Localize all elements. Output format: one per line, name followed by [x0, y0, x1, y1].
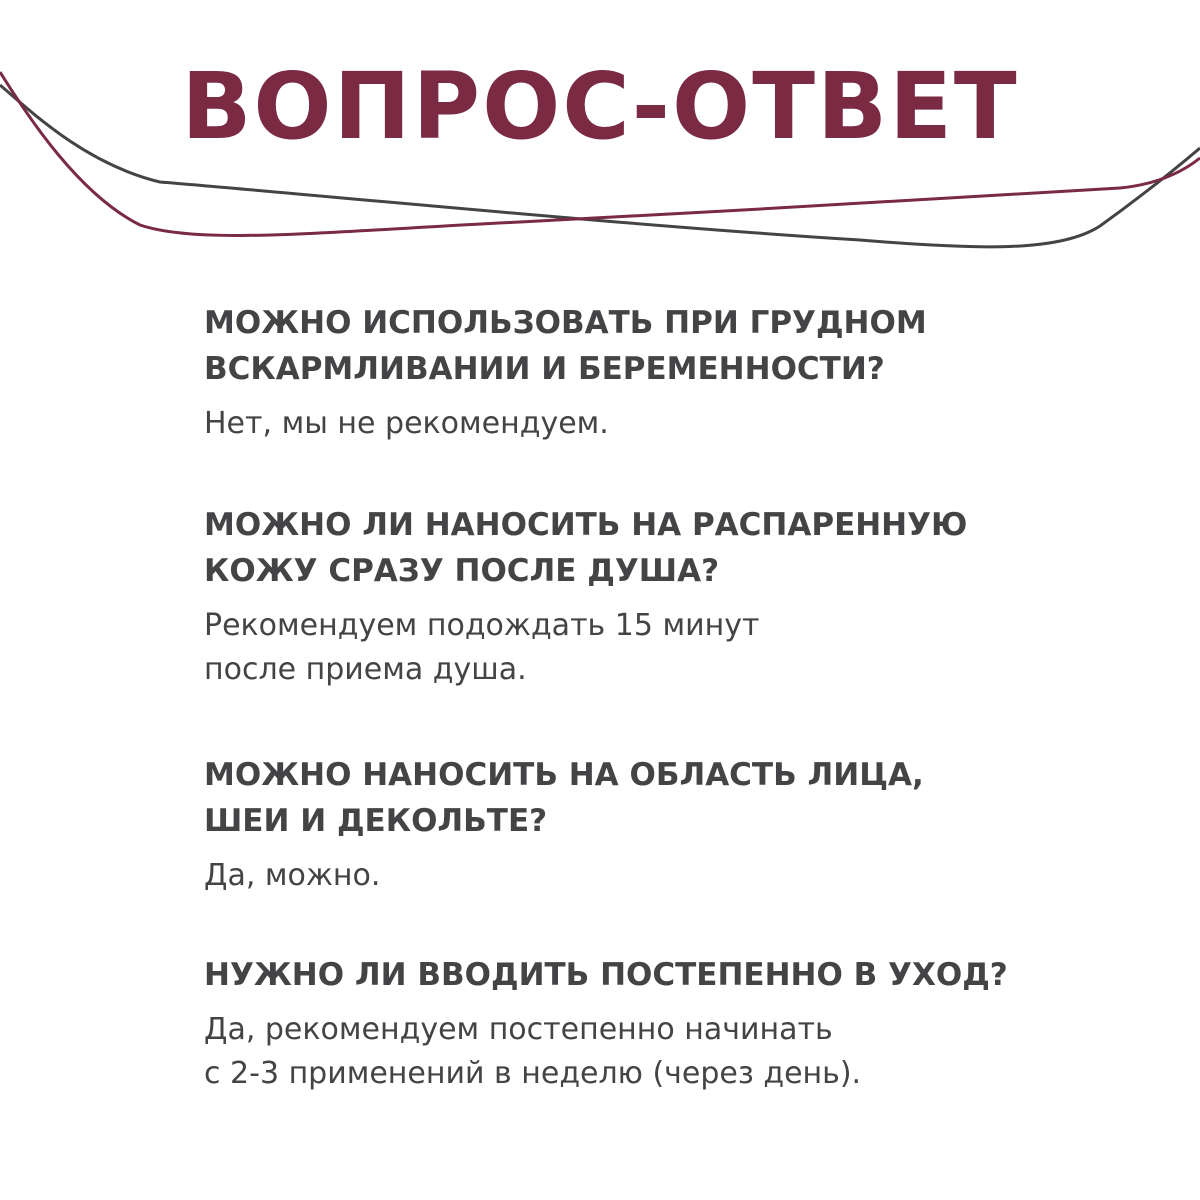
faq-item	[204, 502, 1104, 692]
page-title: ВОПРОС-ОТВЕТ	[181, 53, 1019, 160]
faq-answer: Да, рекомендуем постепенно начинать с 2-3 применений в неделю (через день).	[204, 1012, 862, 1091]
faq-answer: Да, можно.	[204, 858, 381, 893]
faq-question: НУЖНО ЛИ ВВОДИТЬ ПОСТЕПЕННО В УХОД?	[204, 957, 1008, 993]
faq-question: МОЖНО НАНОСИТЬ НА ОБЛАСТЬ ЛИЦА, ШЕИ И ДЕКОЛЬТЕ?	[204, 757, 924, 839]
faq-item	[204, 300, 1104, 446]
faq-answer: Нет, мы не рекомендуем.	[204, 406, 609, 441]
faq-item	[204, 952, 1104, 1096]
faq-answer: Рекомендуем подождать 15 минут после приема душа.	[204, 608, 760, 687]
faq-item	[204, 752, 1104, 898]
faq-question: МОЖНО ИСПОЛЬЗОВАТЬ ПРИ ГРУДНОМ ВСКАРМЛИВАНИИ И БЕРЕМЕННОСТИ?	[204, 305, 927, 387]
faq-question: МОЖНО ЛИ НАНОСИТЬ НА РАСПАРЕННУЮ КОЖУ СРАЗУ ПОСЛЕ ДУША?	[204, 507, 968, 589]
